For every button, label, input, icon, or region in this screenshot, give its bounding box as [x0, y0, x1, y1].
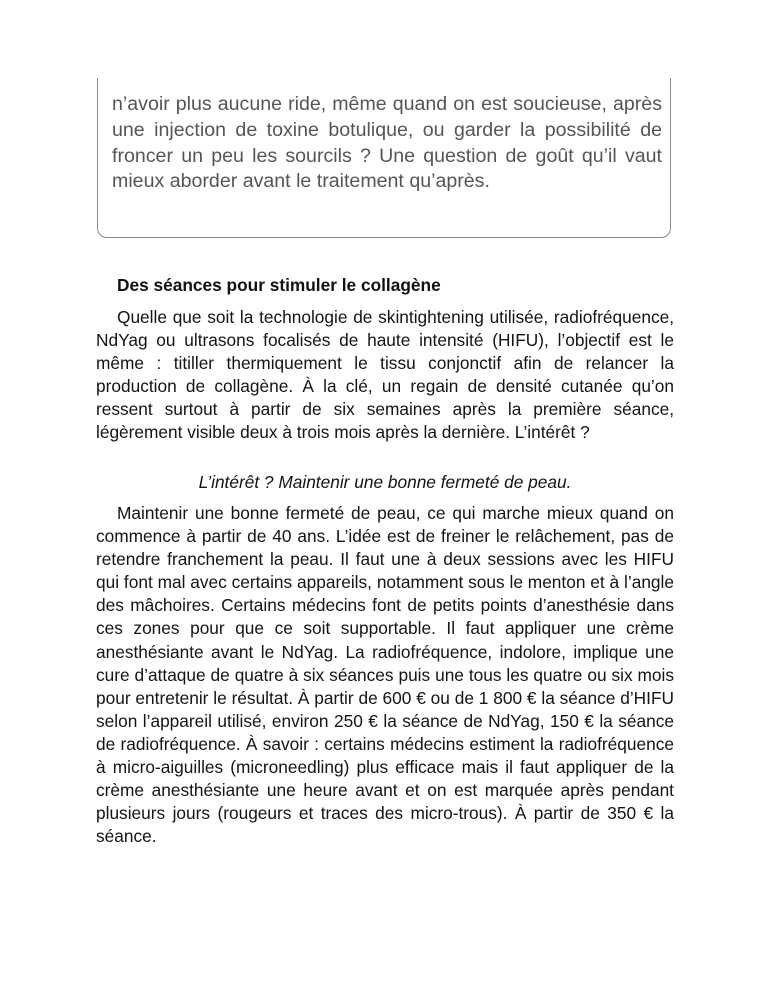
- body-paragraph-1: Quelle que soit la technologie de skintightening utilisée, radiofréquence, NdYag ou ultrasons focalisés de haute intensité (HIFU), l’objectif est le même : titiller thermiquement le tissu conjonctif afin de relancer la production de collagène. À la clé, un regain de densité cutanée qu’on ressent surtout à partir de six semaines après la première séance, légèrement visible deux à trois mois après la dernière. L’intérêt ?: [96, 307, 674, 443]
- boxed-note-text: n’avoir plus aucune ride, même quand on est soucieuse, après une injection de toxine botulique, ou garder la possibilité de froncer un peu les sourcils ? Une question de goût qu’il vaut mieux aborder avant le traitement qu’après.: [112, 93, 662, 193]
- body-paragraph-2: Maintenir une bonne fermeté de peau, ce qui marche mieux quand on commence à partir de 40 ans. L’idée est de freiner le relâchement, pas de retendre franchement la peau. Il faut une à deux sessions avec les HIFU qui font mal avec certains appareils, notamment sous le menton et à l’angle des mâchoires. Certains médecins font de petits points d’anesthésie dans ces zones pour que ce soit supportable. Il faut appliquer une crème anesthésiante avant le NdYag. La radiofréquence, indolore, implique une cure d’attaque de quatre à six séances puis une tous les quatre ou six mois pour entretenir le résultat. À partir de 600 € ou de 1 800 € la séance d’HIFU selon l’appareil utilisé, environ 250 € la séance de NdYag, 150 € la séance de radiofréquence. À savoir : certains médecins estiment la radiofréquence à micro-aiguilles (microneedling) plus efficace mais il faut appliquer de la crème anesthésiante une heure avant et on est marquée après pendant plusieurs jours (rougeurs et traces des micro-trous). À partir de 350 € la séance.: [96, 503, 674, 847]
- boxed-note: [97, 78, 671, 238]
- pull-quote: L’intérêt ? Maintenir une bonne fermeté de peau.: [198, 472, 572, 492]
- section-title: Des séances pour stimuler le collagène: [117, 275, 441, 295]
